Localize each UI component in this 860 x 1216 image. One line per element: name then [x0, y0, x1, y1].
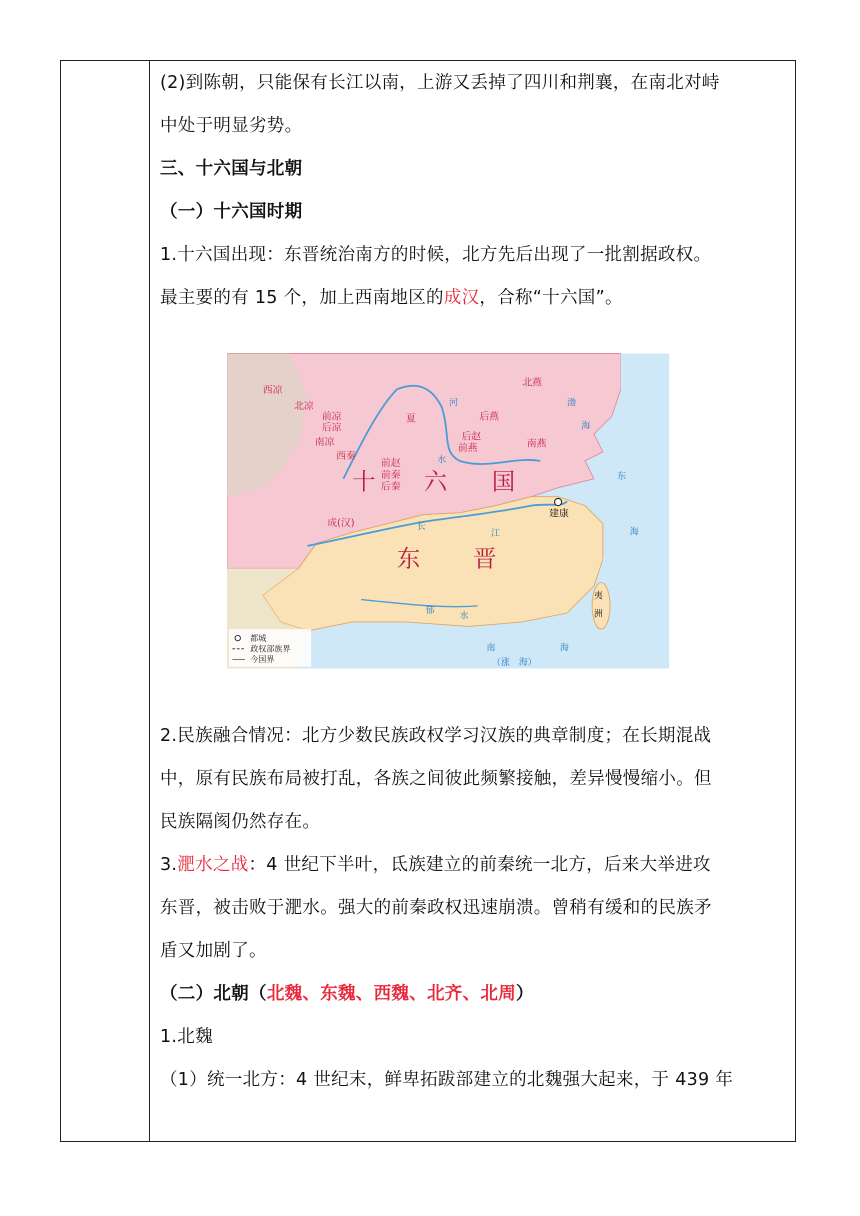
map-label: 洲: [593, 609, 603, 620]
map-taiwan: [592, 583, 610, 630]
legend-label: 今国界: [250, 655, 275, 665]
paragraph-line: 2.民族融合情况：北方少数民族政权学习汉族的典章制度；在长期混战: [160, 726, 712, 746]
paragraph-line: (2)到陈朝，只能保有长江以南，上游又丢掉了四川和荆襄，在南北对峙: [160, 73, 720, 93]
paragraph-line: [160, 844, 790, 887]
map-label: 北燕: [522, 377, 542, 389]
paragraph-line: 中处于明显劣势。: [160, 116, 303, 136]
map-label: 后秦: [380, 481, 401, 493]
paragraph-line: 民族隔阂仍然存在。: [160, 812, 321, 832]
map-label: 建康: [549, 508, 569, 520]
text-column-lower: [160, 715, 790, 1102]
map-label: 夷: [593, 591, 603, 602]
map-label: 水: [437, 455, 447, 466]
map-label: 前燕: [457, 443, 478, 455]
paragraph-line: 东晋，被击败于淝水。强大的前秦政权迅速崩溃。曾稍有缓和的民族矛: [160, 898, 712, 918]
text-span: ）: [516, 984, 534, 1004]
map-label: 海: [581, 421, 591, 432]
map-label: 郁: [425, 606, 435, 617]
column-divider: [149, 61, 150, 1141]
map-label: 江: [491, 529, 500, 540]
map-label: 海: [559, 643, 569, 654]
section-heading: 三、十六国与北朝: [160, 159, 303, 179]
highlight-text: 成汉: [443, 288, 480, 308]
paragraph-line: 盾又加剧了。: [160, 941, 267, 961]
map-big-label: 东: [397, 545, 421, 573]
map-label: 成(汉): [327, 518, 355, 530]
map-label: 海: [629, 527, 639, 538]
legend-label: 都城: [250, 633, 267, 643]
map-label: 南凉: [314, 436, 335, 448]
map-label: 水: [459, 611, 469, 622]
subsection-heading: （一）十六国时期: [160, 202, 303, 222]
highlight-text: 淝水之战: [177, 855, 249, 875]
paragraph-line: 1.北魏: [160, 1027, 213, 1047]
map-label: 南燕: [526, 438, 547, 450]
text-span: 3.: [160, 855, 178, 875]
paragraph-line: [160, 277, 790, 320]
legend-label: 政权部族界: [250, 644, 291, 654]
map-label: 长: [416, 521, 426, 532]
text-span: ，合称“十六国”。: [479, 288, 623, 308]
map-legend: [229, 629, 311, 667]
map-big-label: 六: [423, 468, 448, 496]
map-label: 后凉: [321, 422, 342, 434]
subsection-heading: [160, 973, 790, 1016]
map-label: 东: [617, 471, 627, 482]
map-big-label: 国: [491, 468, 516, 496]
map-label: 前凉: [321, 411, 342, 423]
highlight-text: 北魏、东魏、西魏、北齐、北周: [266, 984, 517, 1004]
map-label: 前秦: [380, 469, 401, 481]
map-label: 西凉: [262, 384, 283, 396]
map-big-label: 晋: [473, 545, 497, 573]
paragraph-line: 中，原有民族布局被打乱，各族之间彼此频繁接触，差异慢慢缩小。但: [160, 769, 712, 789]
map-label: 后赵: [461, 431, 482, 443]
legend-capital-icon: [235, 635, 240, 640]
map-label: 南: [486, 643, 496, 654]
text-span: （二）北朝（: [160, 984, 267, 1004]
text-column: [160, 62, 790, 320]
text-span: ：4 世纪下半叶，氐族建立的前秦统一北方，后来大举进攻: [248, 855, 711, 875]
sixteen-kingdoms-map: [227, 335, 721, 687]
paragraph-line: 1.十六国出现：东晋统治南方的时候，北方先后出现了一批割据政权。: [160, 245, 712, 265]
map-label: 夏: [405, 413, 416, 425]
map-capital-icon: [555, 498, 562, 505]
text-span: 最主要的有 15 个，加上西南地区的: [160, 288, 444, 308]
map-label: 后燕: [479, 411, 500, 423]
paragraph-line: （1）统一北方：4 世纪末，鲜卑拓跋部建立的北魏强大起来，于 439 年: [160, 1070, 734, 1090]
map-label: （涨 海）: [491, 657, 537, 668]
map-label: 渤: [567, 398, 577, 409]
map-label: 前赵: [380, 458, 401, 470]
map-label: 北凉: [294, 400, 314, 412]
map-label: 河: [448, 398, 458, 409]
map-label: 西秦: [336, 451, 356, 463]
map-big-label: 十: [352, 468, 376, 496]
